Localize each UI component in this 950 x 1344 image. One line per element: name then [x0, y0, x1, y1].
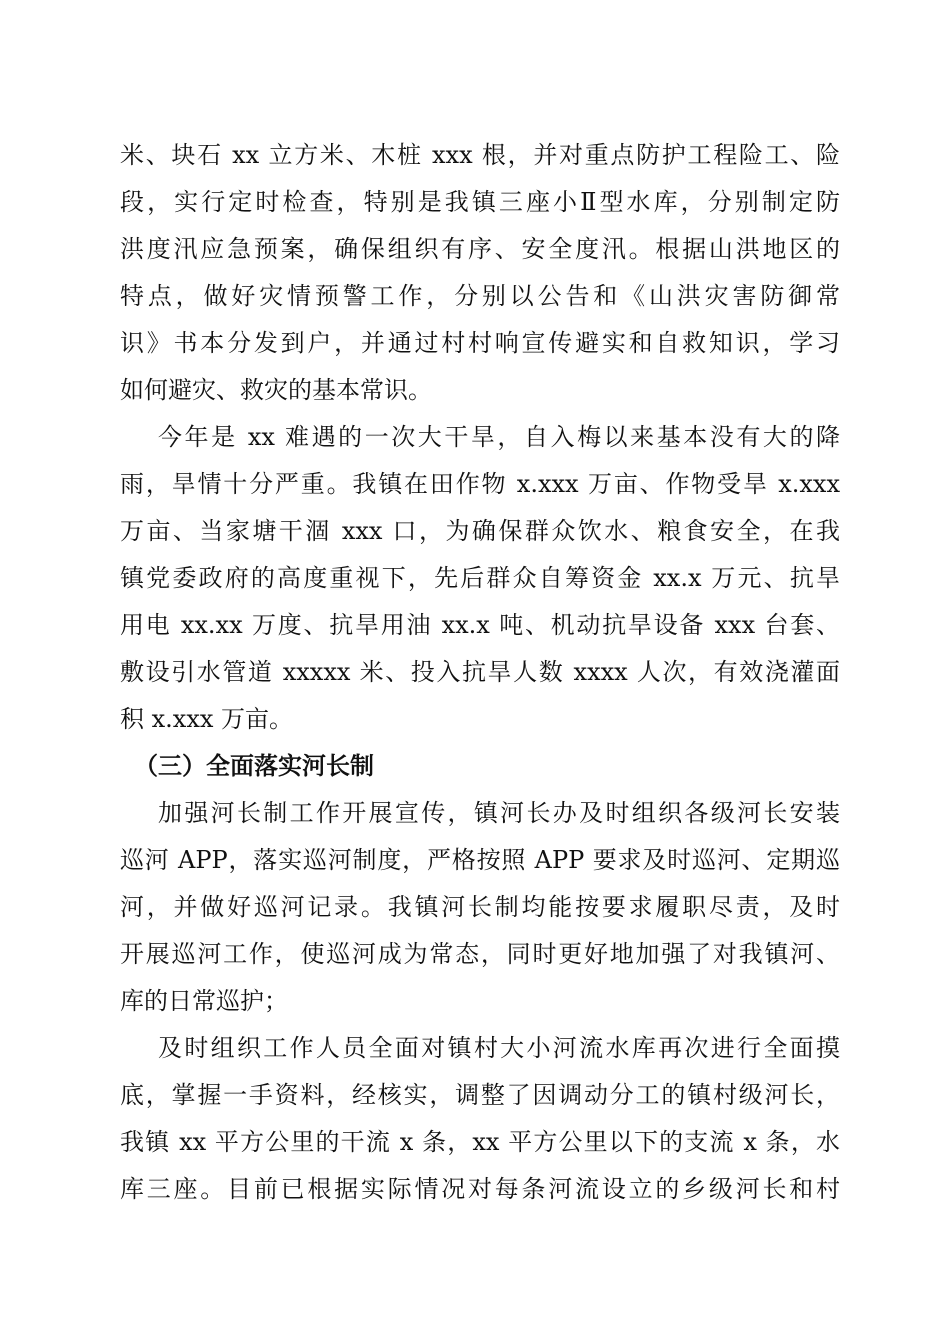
paragraph-2-line-2: 雨，旱情十分严重。我镇在田作物 x.xxx 万亩、作物受旱 x.xxx: [120, 470, 840, 498]
paragraph-1-line-3: 洪度汛应急预案，确保组织有序、安全度汛。根据山洪地区的: [120, 235, 840, 263]
paragraph-1-line-1: 米、块石 xx 立方米、木桩 xxx 根，并对重点防护工程险工、险: [120, 141, 840, 169]
paragraph-2-line-6: 敷设引水管道 xxxxx 米、投入抗旱人数 xxxx 人次，有效浇灌面: [120, 658, 840, 686]
paragraph-1-line-2: 段，实行定时检查，特别是我镇三座小Ⅱ型水库，分别制定防: [120, 188, 840, 216]
paragraph-3-line-2: 巡河 APP，落实巡河制度，严格按照 APP 要求及时巡河、定期巡: [120, 846, 840, 874]
paragraph-2-line-4: 镇党委政府的高度重视下，先后群众自筹资金 xx.x 万元、抗旱: [120, 564, 840, 592]
section-heading-3: （三）全面落实河长制: [134, 751, 374, 780]
paragraph-2-line-3: 万亩、当家塘干涸 xxx 口，为确保群众饮水、粮食安全，在我: [120, 517, 840, 545]
paragraph-2-line-5: 用电 xx.xx 万度、抗旱用油 xx.x 吨、机动抗旱设备 xxx 台套、: [120, 611, 840, 639]
paragraph-4-line-1: 及时组织工作人员全面对镇村大小河流水库再次进行全面摸: [158, 1034, 840, 1062]
paragraph-2-line-1: 今年是 xx 难遇的一次大干旱，自入梅以来基本没有大的降: [158, 423, 840, 451]
paragraph-3-line-5: 库的日常巡护；: [120, 987, 288, 1015]
paragraph-4-line-4: 库三座。目前已根据实际情况对每条河流设立的乡级河长和村: [120, 1175, 840, 1203]
paragraph-2-line-7: 积 x.xxx 万亩。: [120, 705, 294, 733]
paragraph-3-line-3: 河，并做好巡河记录。我镇河长制均能按要求履职尽责，及时: [120, 893, 840, 921]
paragraph-1-line-5: 识》书本分发到户，并通过村村响宣传避实和自救知识，学习: [120, 329, 840, 357]
paragraph-1-line-6: 如何避灾、救灾的基本常识。: [120, 376, 432, 404]
paragraph-3-line-1: 加强河长制工作开展宣传，镇河长办及时组织各级河长安装: [158, 799, 840, 827]
paragraph-4-line-2: 底，掌握一手资料，经核实，调整了因调动分工的镇村级河长，: [120, 1081, 840, 1109]
paragraph-3-line-4: 开展巡河工作，使巡河成为常态，同时更好地加强了对我镇河、: [120, 940, 840, 968]
paragraph-1-line-4: 特点，做好灾情预警工作，分别以公告和《山洪灾害防御常: [120, 282, 840, 310]
paragraph-4-line-3: 我镇 xx 平方公里的干流 x 条，xx 平方公里以下的支流 x 条，水: [120, 1128, 840, 1156]
